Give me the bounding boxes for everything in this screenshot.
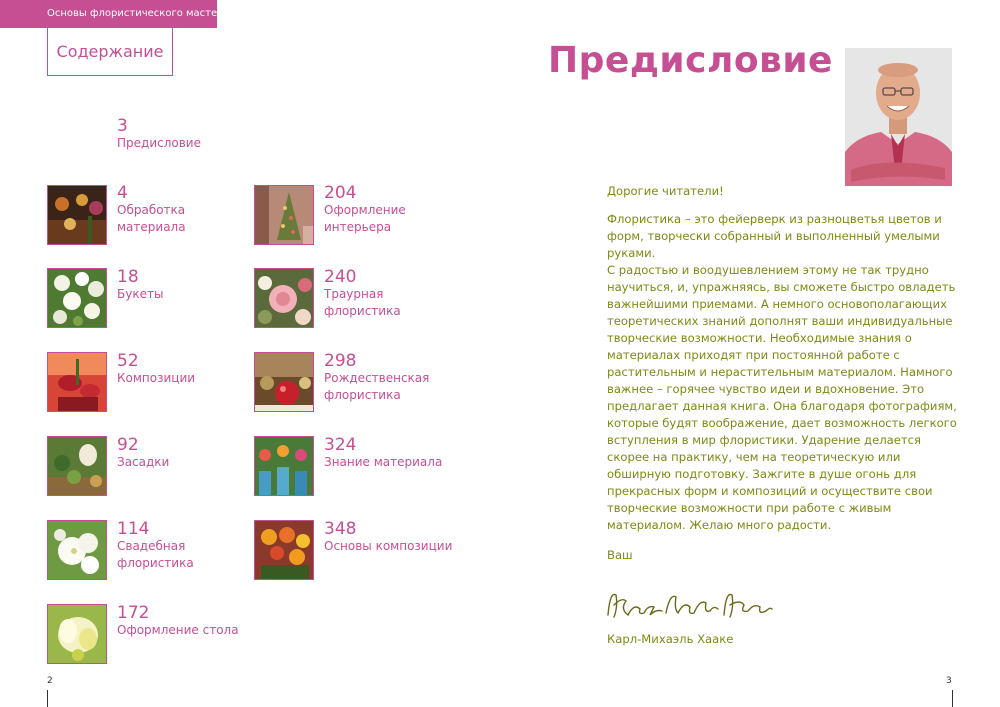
toc-page-number: 204 (324, 183, 357, 203)
toc-title: Букеты (117, 287, 164, 301)
material-knowledge-photo (254, 436, 314, 496)
toc-title: Знание материала (324, 455, 443, 469)
plantings-photo (47, 436, 107, 496)
preface-closing: Ваш (607, 548, 633, 562)
toc-page-number: 298 (324, 351, 357, 371)
funeral-floristry-photo (254, 268, 314, 328)
bouquet-photo (47, 268, 107, 328)
toc-title: Оформление интерьера (324, 203, 406, 234)
toc-page-number: 348 (324, 519, 357, 539)
author-signature (604, 585, 774, 629)
page-tick-left (47, 690, 48, 707)
toc-heading-label: Содержание (56, 42, 164, 61)
christmas-floristry-photo (254, 352, 314, 412)
toc-title: Свадебная флористика (117, 539, 194, 570)
toc-page-number: 324 (324, 435, 357, 455)
toc-title: Траурная флористика (324, 287, 401, 318)
preface-paragraph: Флористика – это фейерверк из разноцветья цветов и форм, творчески собранный и выполненный умелыми руками. (607, 212, 942, 260)
toc-title: Композиции (117, 371, 196, 385)
preface-body (607, 211, 957, 534)
toc-title: Основы композиции (324, 539, 453, 553)
toc-title: Рождественская флористика (324, 371, 430, 402)
wedding-floristry-photo (47, 520, 107, 580)
author-portrait (845, 48, 952, 186)
preface-title: Предисловие (548, 40, 833, 81)
toc-title: Обработка материала (117, 203, 186, 234)
toc-page-number: 18 (117, 267, 139, 287)
toc-page-number: 240 (324, 267, 357, 287)
toc-page-number: 3 (117, 116, 128, 136)
book-title: Основы флористического мастерства (47, 8, 247, 19)
toc-page-number: 114 (117, 519, 150, 539)
toc-page-number: 172 (117, 603, 150, 623)
page-tick-right (952, 690, 953, 707)
table-decoration-photo (47, 604, 107, 664)
toc-title: Предисловие (117, 136, 201, 150)
preface-greeting: Дорогие читатели! (607, 184, 724, 198)
toc-title: Засадки (117, 455, 170, 469)
author-name: Карл-Михаэль Хааке (607, 632, 734, 646)
toc-page-number: 52 (117, 351, 139, 371)
book-title-tab (0, 0, 247, 28)
toc-page-number: 4 (117, 183, 128, 203)
toc-title: Оформление стола (117, 623, 239, 637)
toc-heading (47, 28, 173, 76)
toc-page-number: 92 (117, 435, 139, 455)
interior-decoration-photo (254, 185, 314, 245)
preface-paragraph: С радостью и воодушевлением этому не так трудно научиться, и, упражняясь, вы сможете быстро овладеть важнейшими приемами. А немного основополагающих теоретических знаний дополнят ваши индивидуальные творческие возможности. Необходимые знания о материалах приходят при постоянной работе с растительным и нерастительным материалом. Намного важнее – горячее чувство идеи и вдохновение. Это предлагает данная книга. Она благодаря фотографиям, которые будят воображение, дает возможность легкого вступления в мир флористики. Ударение делается скорее на практику, чем на теоретическую или обширную подготовку. Зажгите в душе огонь для прекрасных форм и композиций и осуществите свои творческие возможности при работе с живым материалом. Желаю много радости. (607, 263, 957, 532)
composition-photo (47, 352, 107, 412)
page-number-right: 3 (946, 676, 952, 686)
flower-material-photo (47, 185, 107, 245)
page-number-left: 2 (47, 676, 53, 686)
composition-basics-photo (254, 520, 314, 580)
